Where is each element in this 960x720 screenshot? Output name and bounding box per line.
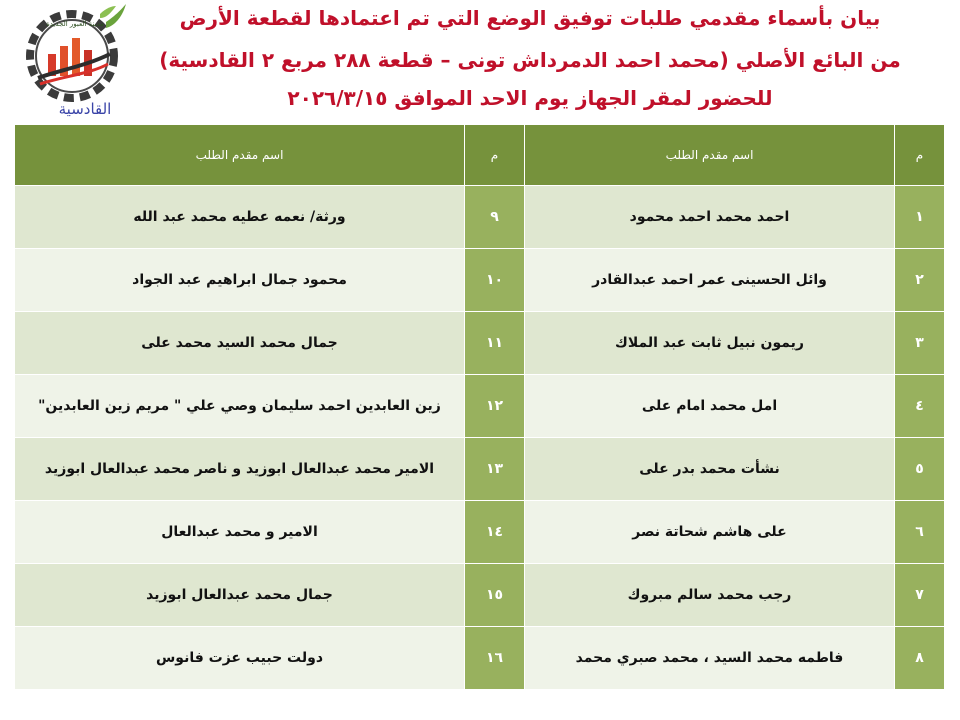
row-number: ١٣	[465, 438, 525, 501]
applicants-table	[14, 124, 945, 690]
applicant-name: على هاشم شحاتة نصر	[525, 501, 895, 564]
table-row	[15, 438, 945, 501]
applicant-name: الامير و محمد عبدالعال	[15, 501, 465, 564]
applicant-name: محمود جمال ابراهيم عبد الجواد	[15, 249, 465, 312]
city-logo	[10, 4, 130, 122]
row-number: ٩	[465, 186, 525, 249]
table-row	[15, 186, 945, 249]
row-number: ٦	[895, 501, 945, 564]
header-name-left: اسم مقدم الطلب	[15, 125, 465, 186]
logo-top-text: مدينة العبور الجديدة	[46, 20, 104, 28]
applicant-name: احمد محمد احمد محمود	[525, 186, 895, 249]
row-number: ٤	[895, 375, 945, 438]
table-row	[15, 375, 945, 438]
applicant-name: نشأت محمد بدر على	[525, 438, 895, 501]
row-number: ٢	[895, 249, 945, 312]
page-title-line3: للحضور لمقر الجهاز يوم الاحد الموافق ٢٠٢٦/٣/١٥	[287, 86, 773, 110]
applicant-name: وائل الحسينى عمر احمد عبدالقادر	[525, 249, 895, 312]
table-row	[15, 312, 945, 375]
applicant-name: رجب محمد سالم مبروك	[525, 564, 895, 627]
applicant-name: فاطمه محمد السيد ، محمد صبري محمد	[525, 627, 895, 690]
applicant-name: زين العابدين احمد سليمان وصي علي " مريم زين العابدين"	[15, 375, 465, 438]
row-number: ١٠	[465, 249, 525, 312]
header-num-left: م	[465, 125, 525, 186]
header-num-right: م	[895, 125, 945, 186]
header-name-right: اسم مقدم الطلب	[525, 125, 895, 186]
table-row	[15, 627, 945, 690]
row-number: ٧	[895, 564, 945, 627]
table-row	[15, 564, 945, 627]
applicant-name: ورثة/ نعمه عطيه محمد عبد الله	[15, 186, 465, 249]
row-number: ٣	[895, 312, 945, 375]
row-number: ١١	[465, 312, 525, 375]
row-number: ٥	[895, 438, 945, 501]
row-number: ١٦	[465, 627, 525, 690]
table-row	[15, 249, 945, 312]
table-header-row	[15, 125, 945, 186]
applicant-name: الامير محمد عبدالعال ابوزيد و ناصر محمد عبدالعال ابوزيد	[15, 438, 465, 501]
applicant-name: امل محمد امام على	[525, 375, 895, 438]
row-number: ١٢	[465, 375, 525, 438]
page-title-line1: بيان بأسماء مقدمي طلبات توفيق الوضع التي تم اعتمادها لقطعة الأرض	[179, 6, 881, 30]
applicant-name: ريمون نبيل ثابت عبد الملاك	[525, 312, 895, 375]
row-number: ١٤	[465, 501, 525, 564]
logo-caption: القادسية	[58, 100, 112, 118]
applicant-name: دولت حبيب عزت فانوس	[15, 627, 465, 690]
applicant-name: جمال محمد السيد محمد على	[15, 312, 465, 375]
row-number: ٨	[895, 627, 945, 690]
table-row	[15, 501, 945, 564]
row-number: ١	[895, 186, 945, 249]
page-title-line2: من البائع الأصلي (محمد احمد الدمرداش تونى – قطعة ٢٨٨ مربع ٢ القادسية)	[159, 48, 901, 72]
applicant-name: جمال محمد عبدالعال ابوزيد	[15, 564, 465, 627]
row-number: ١٥	[465, 564, 525, 627]
